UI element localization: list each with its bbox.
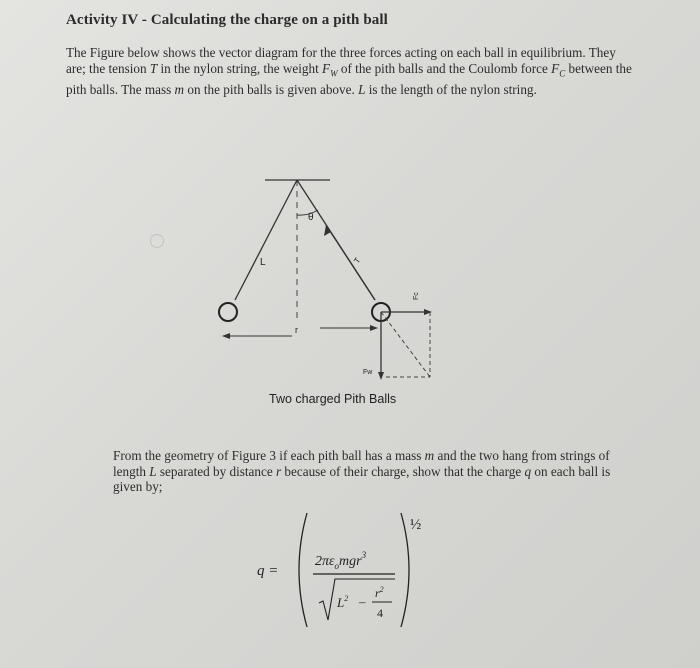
pith-ball-diagram	[200, 170, 460, 385]
denominator-L-exp: 2	[344, 594, 349, 603]
denominator-r	[375, 585, 384, 600]
question-text-5: on each ball is given by;	[113, 463, 611, 494]
charge-formula	[255, 505, 445, 635]
numerator-mgr: mgr	[339, 554, 362, 569]
question-text-3: separated by distance	[156, 463, 276, 479]
left-parenthesis	[299, 513, 307, 627]
right-parenthesis	[401, 513, 409, 627]
intro-text-4: between the pith balls. The mass	[66, 60, 632, 97]
denominator-4: 4	[377, 606, 383, 620]
denominator-r-letter: r	[375, 586, 380, 600]
coulomb-label: Fc	[413, 292, 420, 300]
question-length-symbol: L	[149, 463, 157, 479]
coulomb-symbol	[551, 60, 566, 79]
separation-label: r	[295, 325, 298, 335]
numerator-2pie: 2πε	[315, 554, 335, 569]
denominator-L-letter: L	[337, 595, 345, 610]
question-text-1: From the geometry of Figure 3 if each pith ball has a mass	[113, 448, 425, 463]
question-mass-symbol: m	[424, 448, 435, 463]
tension-vector	[326, 225, 375, 300]
formula-power: ½	[410, 517, 422, 533]
separation-arrowhead-left	[222, 333, 230, 339]
denominator-r-exp: 2	[379, 585, 384, 594]
intro-text-2: in the nylon string, the weight	[157, 60, 323, 76]
weight-arrowhead	[378, 372, 384, 380]
formula-lhs: q =	[257, 563, 279, 579]
intro-paragraph	[66, 45, 638, 97]
tension-symbol: T	[149, 60, 158, 76]
question-text-2: and the two hang from strings of length	[113, 448, 610, 479]
question-distance-symbol: r	[275, 463, 282, 479]
theta-label: θ	[308, 212, 314, 223]
question-charge-symbol: q	[524, 463, 532, 479]
faint-circle-mark	[150, 234, 164, 248]
separation-arrowhead-right	[370, 325, 378, 331]
denominator-L	[336, 594, 348, 610]
denominator-minus: –	[359, 594, 366, 609]
question-paragraph	[113, 448, 638, 495]
intro-text-1: The Figure below shows the vector diagram for the three forces acting on each ball in equilibrium. They are; the tension	[66, 45, 616, 76]
mass-symbol: m	[174, 81, 185, 97]
weight-symbol	[322, 60, 338, 79]
intro-text-3: of the pith balls and the Coulomb force	[337, 60, 552, 76]
weight-symbol-letter: F	[322, 60, 331, 76]
L-label: L	[260, 257, 266, 268]
numerator-sub: o	[334, 561, 340, 571]
left-pith-ball	[219, 303, 237, 321]
tension-label: T	[352, 256, 363, 266]
length-symbol: L	[358, 81, 366, 97]
numerator-exp: 3	[361, 550, 367, 560]
weight-label: Fw	[363, 369, 373, 376]
formula-numerator	[315, 550, 367, 571]
question-text-4: because of their charge, show that the charge	[281, 463, 525, 479]
force-triangle-diagonal	[381, 312, 430, 377]
intro-text-5: on the pith balls is given above.	[184, 81, 359, 97]
coulomb-symbol-sub: C	[559, 68, 566, 79]
left-string	[235, 180, 297, 300]
coulomb-symbol-letter: F	[551, 60, 560, 76]
figure-caption: Two charged Pith Balls	[269, 392, 397, 406]
weight-symbol-sub: W	[330, 68, 338, 79]
activity-title: Activity IV - Calculating the charge on a pith ball	[66, 12, 388, 28]
intro-text-6: is the length of the nylon string.	[365, 81, 537, 97]
coulomb-arrowhead	[424, 309, 432, 315]
